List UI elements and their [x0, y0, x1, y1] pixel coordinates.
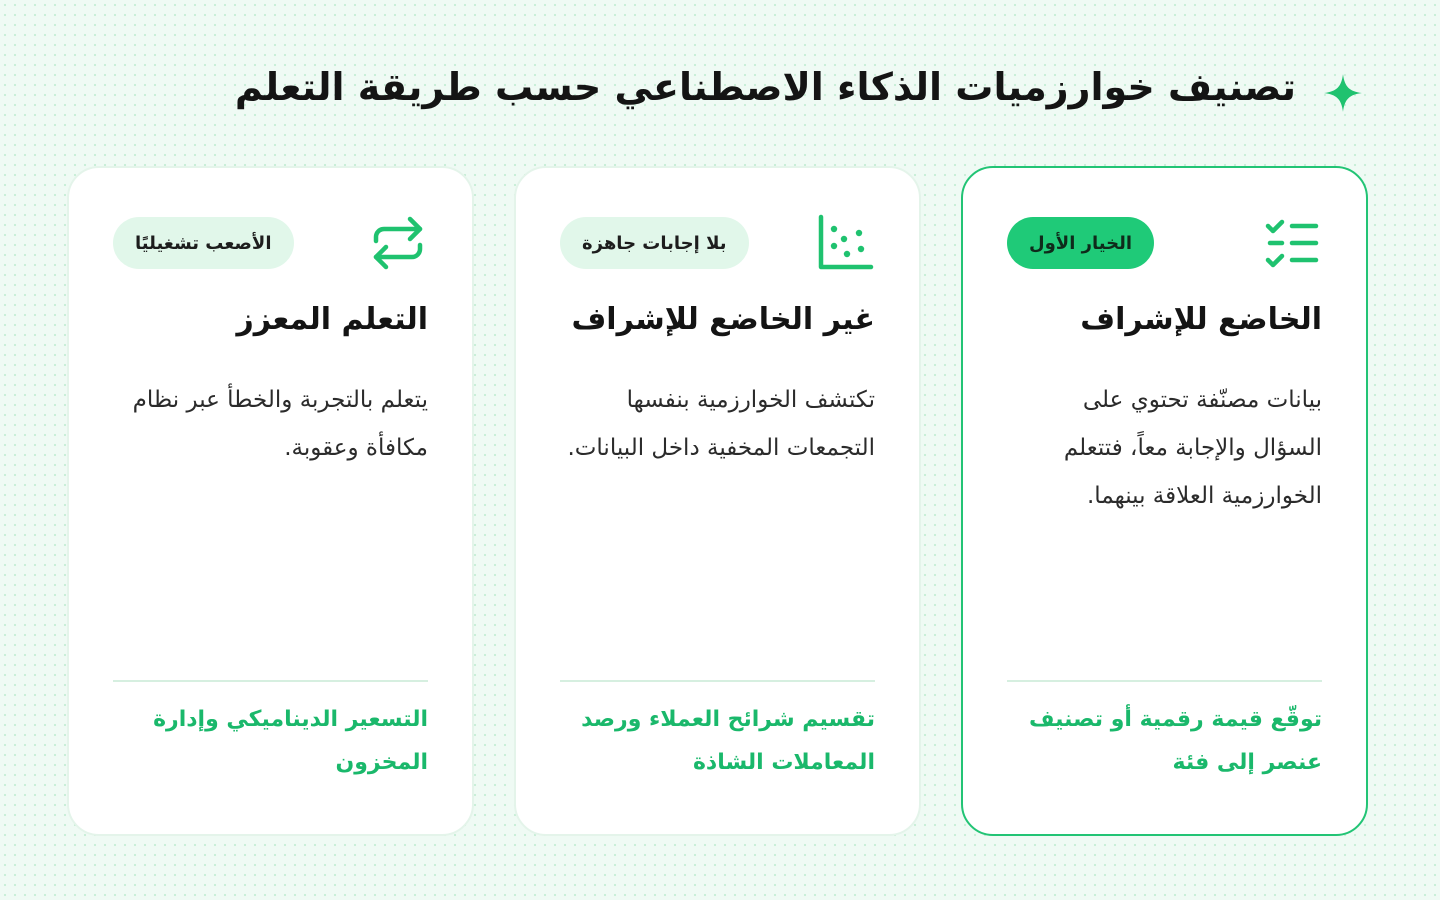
card-description: يتعلم بالتجربة والخطأ عبر نظام مكافأة وعقوبة.: [132, 387, 428, 461]
card-description: تكتشف الخوارزمية بنفسها التجمعات المخفية داخل البيانات.: [567, 387, 875, 461]
card-example: تقسيم شرائح العملاء ورصد المعاملات الشاذة: [581, 707, 875, 775]
page-title: تصنيف خوارزميات الذكاء الاصطناعي حسب طريقة التعلم: [234, 65, 1296, 110]
learning-types-cards: [67, 166, 1368, 836]
card-supervised[interactable]: [961, 166, 1368, 836]
page-header: [235, 62, 1364, 114]
card-unsupervised[interactable]: [514, 166, 921, 836]
card-top: [1007, 214, 1322, 272]
card-title: غير الخاضع للإشراف: [571, 302, 875, 337]
card-top: [560, 214, 875, 272]
card-divider: [113, 680, 428, 682]
card-title: الخاضع للإشراف: [1080, 302, 1322, 337]
sparkle-icon: [1322, 72, 1364, 114]
repeat-arrows-icon: [368, 213, 428, 273]
card-example: التسعير الديناميكي وإدارة المخزون: [153, 707, 428, 775]
card-divider: [560, 680, 875, 682]
card-top: [113, 214, 428, 272]
card-title: التعلم المعزز: [236, 302, 428, 337]
card-badge: بلا إجابات جاهزة: [560, 217, 749, 269]
card-example: توقّع قيمة رقمية أو تصنيف عنصر إلى فئة: [1028, 707, 1322, 775]
card-divider: [1007, 680, 1322, 682]
card-badge: الخيار الأول: [1007, 217, 1154, 269]
card-description: بيانات مصنّفة تحتوي على السؤال والإجابة معاً، فتتعلم الخوارزمية العلاقة بينهما.: [1063, 387, 1322, 509]
scatter-plot-icon: [815, 213, 875, 273]
card-badge: الأصعب تشغيليًا: [113, 217, 294, 269]
card-reinforcement[interactable]: [67, 166, 474, 836]
checklist-icon: [1262, 213, 1322, 273]
